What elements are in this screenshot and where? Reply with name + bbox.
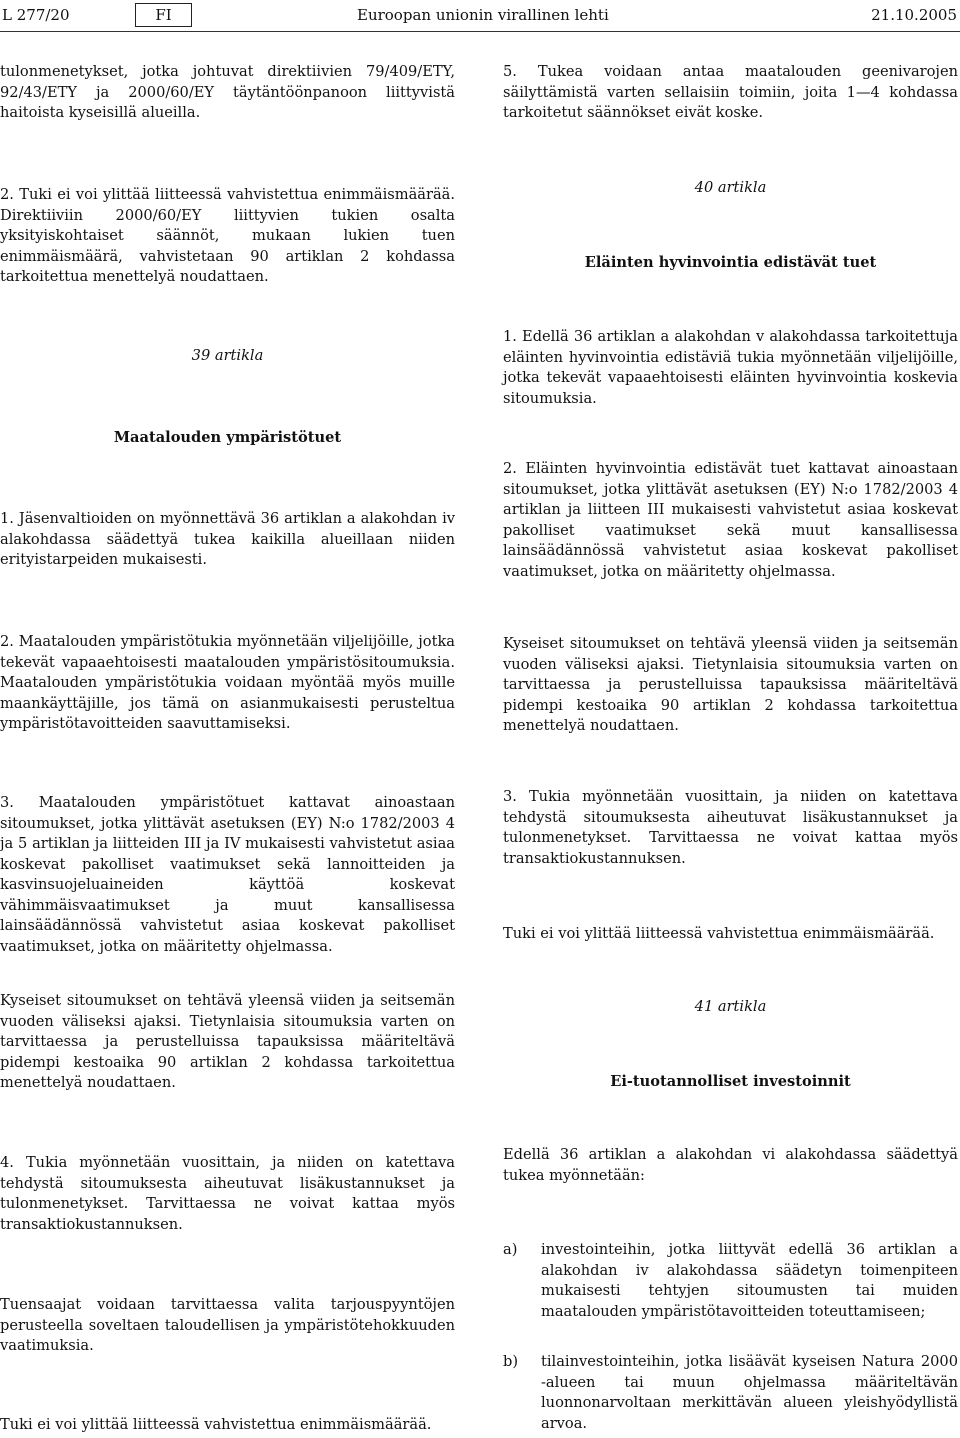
art39-paragraph-3-continued: Kyseiset sitoumukset on tehtävä yleensä viiden ja seitsemän vuoden väliseksi ajaksi. Tietynlaisia sitoumuksia varten on tarvittaessa ja perustelluissa tapauksissa määriteltävä pidempi kestoaika 90 artiklan 2 kohdassa tarkoitettua menettelyä noudattaen.: [0, 992, 455, 1091]
language-badge: FI: [135, 3, 192, 27]
art40-paragraph-2-continued: Kyseiset sitoumukset on tehtävä yleensä viiden ja seitsemän vuoden väliseksi ajaksi. Tietynlaisia sitoumuksia varten on tarvittaessa ja perustelluissa tapauksissa määriteltävä pidempi kestoaika 90 artiklan 2 kohdassa tarkoitettua menettelyä noudattaen.: [503, 635, 958, 734]
page-header: [0, 4, 960, 28]
art40-paragraph-3-limit: Tuki ei voi ylittää liitteessä vahvistettua enimmäismäärää.: [503, 925, 935, 942]
article-40-title: Eläinten hyvinvointia edistävät tuet: [584, 254, 877, 271]
publication-date: 21.10.2005: [871, 6, 957, 24]
art38-paragraph-5: 5. Tukea voidaan antaa maatalouden geenivarojen säilyttämistä varten sellaisiin toimiin, joita 1—4 kohdassa tarkoitetut säännökset eivät koske.: [503, 63, 958, 121]
journal-title: Euroopan unionin virallinen lehti: [357, 6, 609, 24]
list-marker-a: a): [503, 1241, 518, 1258]
art39-paragraph-1: 1. Jäsenvaltioiden on myönnettävä 36 artiklan a alakohdan iv alakohdassa säädettyä tukea kaikilla alueillaan niiden erityistarpeiden mukaisesti.: [0, 510, 455, 568]
list-text-b: tilainvestointeihin, jotka lisäävät kyseisen Natura 2000 -alueen tai muun ohjelmassa määriteltävän luonnonarvoltaan merkittävän alueen yleishyödyllistä arvoa.: [541, 1353, 958, 1432]
left-intro-paragraph: tulonmenetykset, jotka johtuvat direktiivien 79/409/ETY, 92/43/ETY ja 2000/60/EY täytäntöönpanoon liittyvistä haitoista kyseisillä alueilla.: [0, 63, 455, 121]
page-reference: L 277/20: [2, 6, 70, 24]
article-41-number: 41 artikla: [694, 998, 767, 1015]
art38-paragraph-2: 2. Tuki ei voi ylittää liitteessä vahvistettua enimmäismäärää. Direktiiviin 2000/60/EY liittyvien tukien osalta yksityiskohtaiset säännöt, mukaan lukien tuen enimmäismäärä, vahvistetaan 90 artiklan 2 kohdassa tarkoitettua menettelyä noudattaen.: [0, 186, 455, 285]
article-39-title: Maatalouden ympäristötuet: [113, 429, 342, 446]
art39-paragraph-4: 4. Tukia myönnetään vuosittain, ja niiden on katettava tehdystä sitoumuksesta aiheutuvat lisäkustannukset ja tulonmenetykset. Tarvittaessa ne voivat kattaa myös transaktiokustannuksen.: [0, 1154, 455, 1233]
art40-paragraph-3: 3. Tukia myönnetään vuosittain, ja niiden on katettava tehdystä sitoumuksesta aiheutuvat lisäkustannukset ja tulonmenetykset. Tarvittaessa ne voivat kattaa myös transaktiokustannuksen.: [503, 788, 958, 867]
article-41-title: Ei-tuotannolliset investoinnit: [610, 1073, 851, 1090]
art39-paragraph-4-limit: Tuki ei voi ylittää liitteessä vahvistettua enimmäismäärää.: [0, 1416, 432, 1433]
list-text-a: investointeihin, jotka liittyvät edellä 36 artiklan a alakohdan iv alakohdassa säädetyn toimenpiteen mukaisesti tehtyjen sitoumusten tai muiden maatalouden ympäristötavoitteiden toteuttamiseen;: [541, 1241, 958, 1320]
article-40-number: 40 artikla: [694, 179, 767, 196]
art41-intro: Edellä 36 artiklan a alakohdan vi alakohdassa säädettyä tukea myönnetään:: [503, 1146, 958, 1184]
art40-paragraph-1: 1. Edellä 36 artiklan a alakohdan v alakohdassa tarkoitettuja eläinten hyvinvointia edistäviä tukia myönnetään viljelijöille, jotka tekevät vapaaehtoisesti eläinten hyvinvointia koskevia sitoumuksia.: [503, 328, 958, 407]
art39-paragraph-4-selection: Tuensaajat voidaan tarvittaessa valita tarjouspyyntöjen perusteella soveltaen taloudellisen ja ympäristötehokkuuden vaatimuksia.: [0, 1296, 455, 1354]
list-marker-b: b): [503, 1353, 519, 1370]
art39-paragraph-3: 3. Maatalouden ympäristötuet kattavat ainoastaan sitoumukset, jotka ylittävät asetuksen (EY) N:o 1782/2003 4 ja 5 artiklan ja liitteiden III ja IV mukaisesti vahvistetut asiaa koskevat pakolliset vaatimukset sekä lannoitteiden ja kasvinsuojeluaineiden käyttöä koskevat vähimmäisvaatimukset ja muut kansallisessa lainsäädännössä vahvistetut asiaa koskevat pakolliset vaatimukset, jotka on määritetty ohjelmassa.: [0, 794, 455, 955]
header-rule: [0, 31, 960, 32]
article-39-number: 39 artikla: [191, 347, 264, 364]
art40-paragraph-2: 2. Eläinten hyvinvointia edistävät tuet kattavat ainoastaan sitoumukset, jotka ylittävät asetuksen (EY) N:o 1782/2003 4 artiklan ja liitteen III mukaisesti vahvistetut asiaa koskevat pakolliset vaatimukset sekä muut kansallisessa lainsäädännössä vahvistetut asiaa koskevat pakolliset vaatimukset, jotka on määritetty ohjelmassa.: [503, 460, 958, 580]
art39-paragraph-2: 2. Maatalouden ympäristötukia myönnetään viljelijöille, jotka tekevät vapaaehtoisesti maatalouden ympäristösitoumuksia. Maatalouden ympäristötukia voidaan myöntää myös muille maankäyttäjille, jos tämä on asianmukaisesti perusteltua ympäristötavoitteiden saavuttamiseksi.: [0, 633, 455, 732]
